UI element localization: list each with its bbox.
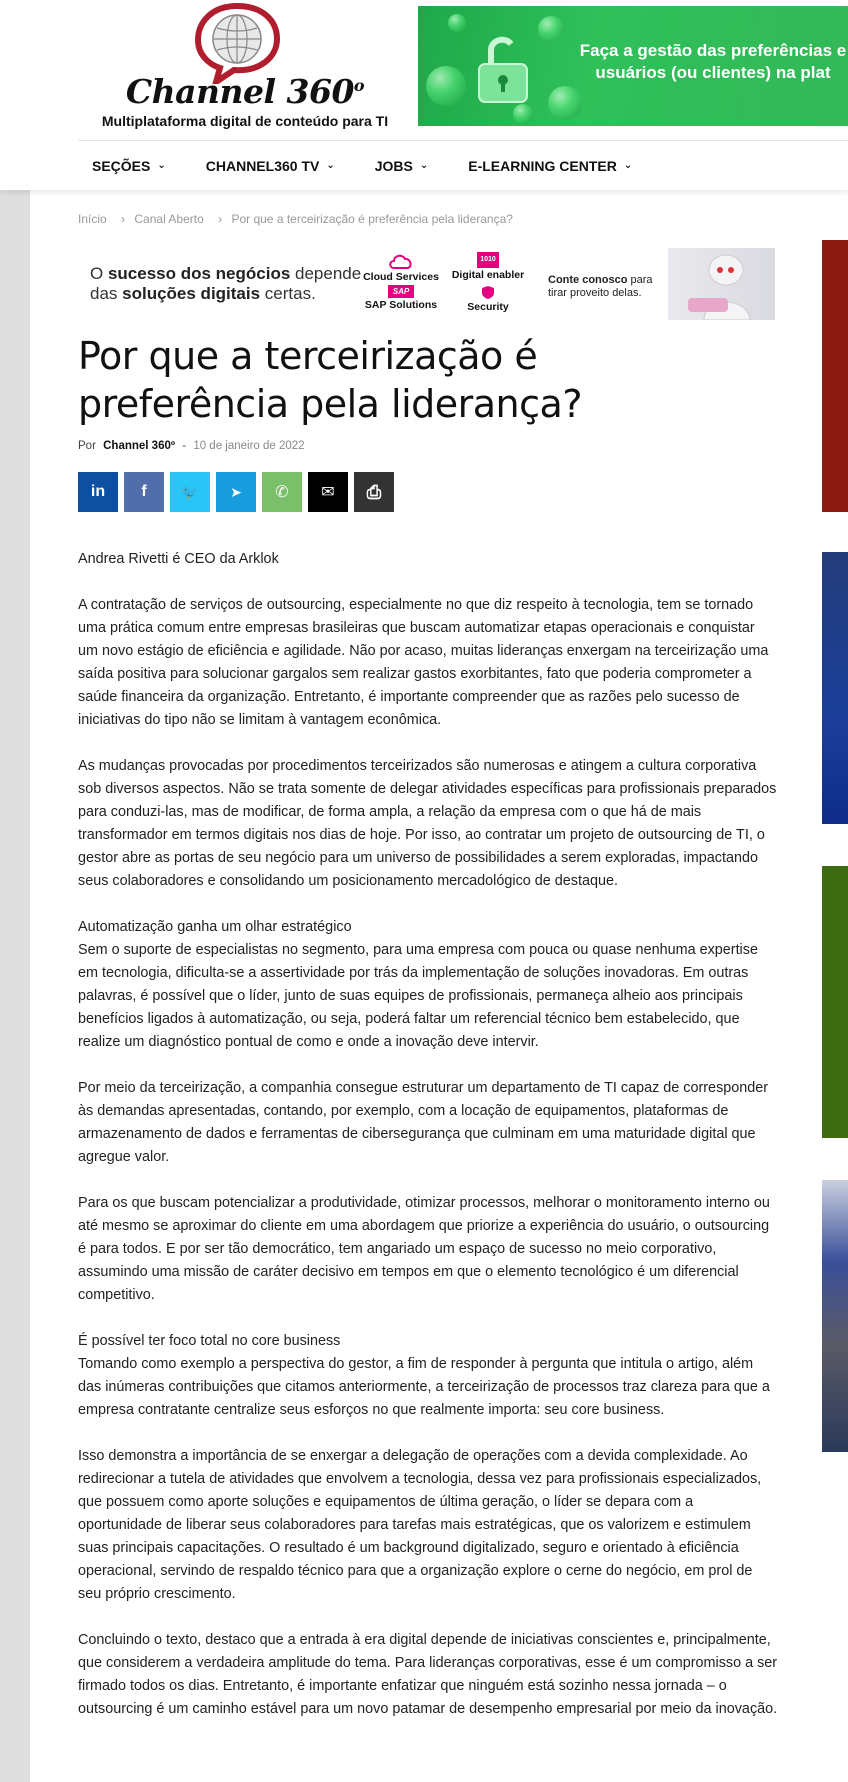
sidebar-ad-blue[interactable] bbox=[822, 552, 848, 824]
nav-item-channel360-tv[interactable]: CHANNEL360 TV ⌄ bbox=[205, 157, 335, 174]
article-paragraph: É possível ter foco total no core business Tomando como exemplo a perspectiva do gestor, a fim de responder à pergunta que intitula o artigo, além das inúmeras contribuições que citamos anteriormente, a terceirização de processos traz clareza para que a empresa contratante centralize seus esforços no que realmente importa: seu core business. bbox=[78, 1333, 770, 1418]
robot-icon bbox=[668, 248, 775, 320]
linkedin-icon: in bbox=[90, 483, 106, 500]
top-banner-headline: Faça a gestão das preferências e usuários (ou clientes) na plat bbox=[579, 41, 847, 82]
main-nav bbox=[78, 140, 848, 190]
twitter-icon: 🐦 bbox=[181, 483, 199, 500]
share-facebook-button[interactable] bbox=[124, 472, 164, 512]
print-icon: ⎙ bbox=[366, 481, 382, 502]
breadcrumb bbox=[78, 212, 518, 226]
byline-dash: - bbox=[182, 440, 187, 452]
site-logo[interactable] bbox=[100, 0, 390, 135]
ad-robot-illustration bbox=[668, 248, 775, 320]
chevron-down-icon: ⌄ bbox=[157, 160, 166, 171]
share-whatsapp-button[interactable] bbox=[262, 472, 302, 512]
ad-sap-solutions: SAP SAP Solutions bbox=[364, 287, 438, 311]
breadcrumb-separator: › bbox=[218, 212, 223, 226]
byline-author[interactable]: Channel 360º bbox=[103, 440, 176, 452]
nav-item-e-learning-center[interactable]: E-LEARNING CENTER ⌄ bbox=[468, 157, 633, 174]
bubble-decoration bbox=[448, 14, 466, 32]
breadcrumb-current: Por que a terceirização é preferência pela liderança? bbox=[231, 212, 513, 226]
byline-date: 10 de janeiro de 2022 bbox=[193, 440, 305, 452]
chevron-down-icon: ⌄ bbox=[623, 160, 633, 171]
share-email-button[interactable] bbox=[308, 472, 348, 512]
top-ad-banner[interactable] bbox=[418, 6, 848, 126]
chevron-down-icon: ⌄ bbox=[326, 160, 335, 171]
facebook-icon: f bbox=[141, 483, 147, 500]
article-paragraph: Para os que buscam potencializar a produtividade, otimizar processos, melhorar o monitoramento interno ou até mesmo se aproximar do cliente em uma abordagem que priorize a experiência do usuário, o outsourcing é para todos. E por ser tão democrático, tem angariado um espaço de sucesso no meio corporativo, assumindo uma missão de caráter decisivo em tempos em que o elemento tecnológico é um diferencial competitivo. bbox=[78, 1195, 770, 1303]
ad-security: Security bbox=[448, 285, 528, 313]
share-twitter-button[interactable] bbox=[170, 472, 210, 512]
bubble-decoration bbox=[426, 66, 466, 106]
article-paragraph: As mudanças provocadas por procedimentos terceirizados são numerosas e atingem a cultura corporativa sob diversos aspectos. Não se trata somente de delegar atividades específicas para profissionais preparados para conduzi-las, mas de modificar, de forma ampla, a relação da empresa com o que há de mais transformador em termos digitais nos dias de hoje. Por isso, ao contratar um projeto de outsourcing de TI, o gestor abre as portas de seu negócio para um universo de possibilidades a serem exploradas, impactando seus colaboradores e consolidando um posicionamento mercadológico de destaque. bbox=[78, 758, 777, 889]
sidebar-ad-green[interactable] bbox=[822, 866, 848, 1138]
sap-logo-icon: SAP bbox=[388, 285, 414, 298]
chevron-down-icon: ⌄ bbox=[419, 160, 429, 171]
article-paragraph: Isso demonstra a importância de se enxergar a delegação de operações com a devida complexidade. Ao redirecionar a tutela de atividades que envolvem a tecnologia, dessa vez para profissionais especializados, que possuem como aporte soluções e equipamentos de última geração, o líder se depara com a oportunidade de liberar seus colaboradores para tarefas mais estratégicas, que os valorizem e estimulem suas principais capacitações. O resultado é um background digitalizado, seguro e orientado à eficiência operacional, servindo de respaldo técnico para que a organização explore o cerne do negócio, em prol de seu próprio crescimento. bbox=[78, 1448, 762, 1602]
article-paragraph: Por meio da terceirização, a companhia consegue estruturar um departamento de TI capaz de corresponder às demandas apresentadas, contando, por exemplo, com a locação de equipamentos, plataformas de armazenamento de dados e ferramentas de cibersegurança que culminam em uma maturidade digital que agregue valor. bbox=[78, 1080, 769, 1165]
breadcrumb-home[interactable]: Início bbox=[78, 212, 107, 226]
breadcrumb-section[interactable]: Canal Aberto bbox=[134, 212, 204, 226]
cloud-icon bbox=[387, 252, 415, 270]
whatsapp-icon: ✆ bbox=[275, 484, 289, 501]
sidebar-ad-red[interactable] bbox=[822, 240, 848, 512]
email-icon: ✉ bbox=[321, 484, 335, 501]
share-telegram-button[interactable] bbox=[216, 472, 256, 512]
ad-headline: O sucesso dos negócios depende das soluções digitais certas. bbox=[90, 264, 362, 303]
share-print-button[interactable] bbox=[354, 472, 394, 512]
inline-ad-banner[interactable] bbox=[78, 248, 775, 320]
article-paragraph: Andrea Rivetti é CEO da Arklok bbox=[78, 551, 279, 567]
article-paragraph: A contratação de serviços de outsourcing, especialmente no que diz respeito à tecnologia, tem se tornado uma prática comum entre empresas brasileiras que buscam automatizar etapas operacionais e conquistar um novo estágio de eficiência e agilidade. Não por acaso, muitas lideranças enxergam na terceirização uma saída positiva para solucionar gargalos sem realizar gastos exorbitantes, fato que poderia comprometer a saúde financeira da organização. Entretanto, é importante compreender que as razões pelo sucesso de iniciativas do tipo não se limitam à vantagem econômica. bbox=[78, 597, 769, 728]
telegram-icon: ➤ bbox=[230, 483, 242, 500]
sidebar-ad-photo[interactable] bbox=[822, 1180, 848, 1452]
nav-item-jobs[interactable]: JOBS ⌄ bbox=[374, 157, 429, 174]
nav-item-secoes[interactable]: SEÇÕES ⌄ bbox=[92, 157, 166, 174]
digital-badge-icon: 1010 bbox=[477, 252, 499, 268]
article-paragraph: Automatização ganha um olhar estratégico Sem o suporte de especialistas no segmento, para uma empresa com pouca ou quase nenhuma expertise em tecnologia, dificulta-se a assertividade por trás da implementação de soluções inovadoras. Em outras palavras, é possível que o líder, junto de suas equipes de profissionais, permaneça alheio aos principais benefícios ligados à automatização, ou seja, poderá faltar um referencial técnico bem estabelecido, que realize um diagnóstico pontual de como e onde a inovação deve intervir. bbox=[78, 919, 758, 1050]
share-linkedin-button[interactable] bbox=[78, 472, 118, 512]
padlock-icon bbox=[473, 34, 533, 104]
bubble-decoration bbox=[538, 16, 564, 42]
article-paragraph: Concluindo o texto, destaco que a entrada à era digital depende de iniciativas conscientes e, principalmente, que considerem a verdadeira amplitude do tema. Para lideranças corporativas, esse é um compromisso a ser firmado todos os dias. Entretanto, é importante enfatizar que ninguém está sozinho nessa jornada – o outsourcing é um caminho estável para um novo patamar de desempenho empresarial por meio da inovação. bbox=[78, 1632, 778, 1717]
logo-wordmark: Channel 360$^o$ bbox=[125, 72, 365, 111]
article-body bbox=[78, 548, 778, 1744]
bubble-decoration bbox=[548, 86, 582, 120]
shield-icon bbox=[481, 285, 495, 300]
breadcrumb-separator: › bbox=[121, 212, 126, 226]
ad-call-to-action: Conte conosco para tirar proveito delas. bbox=[548, 274, 653, 299]
ad-digital-enabler: 1010 Digital enabler bbox=[448, 252, 528, 281]
bubble-decoration bbox=[513, 104, 533, 124]
article-byline bbox=[78, 440, 305, 452]
article-title: Por que a terceirização é preferência pela liderança? bbox=[78, 334, 582, 426]
site-header bbox=[0, 0, 848, 190]
ad-cloud-services: Cloud Services bbox=[361, 252, 441, 283]
left-gutter bbox=[0, 190, 30, 1782]
share-buttons bbox=[78, 472, 400, 512]
logo-tagline: Multiplataforma digital de conteúdo para TI bbox=[101, 113, 389, 129]
byline-by-label: Por bbox=[78, 440, 96, 452]
